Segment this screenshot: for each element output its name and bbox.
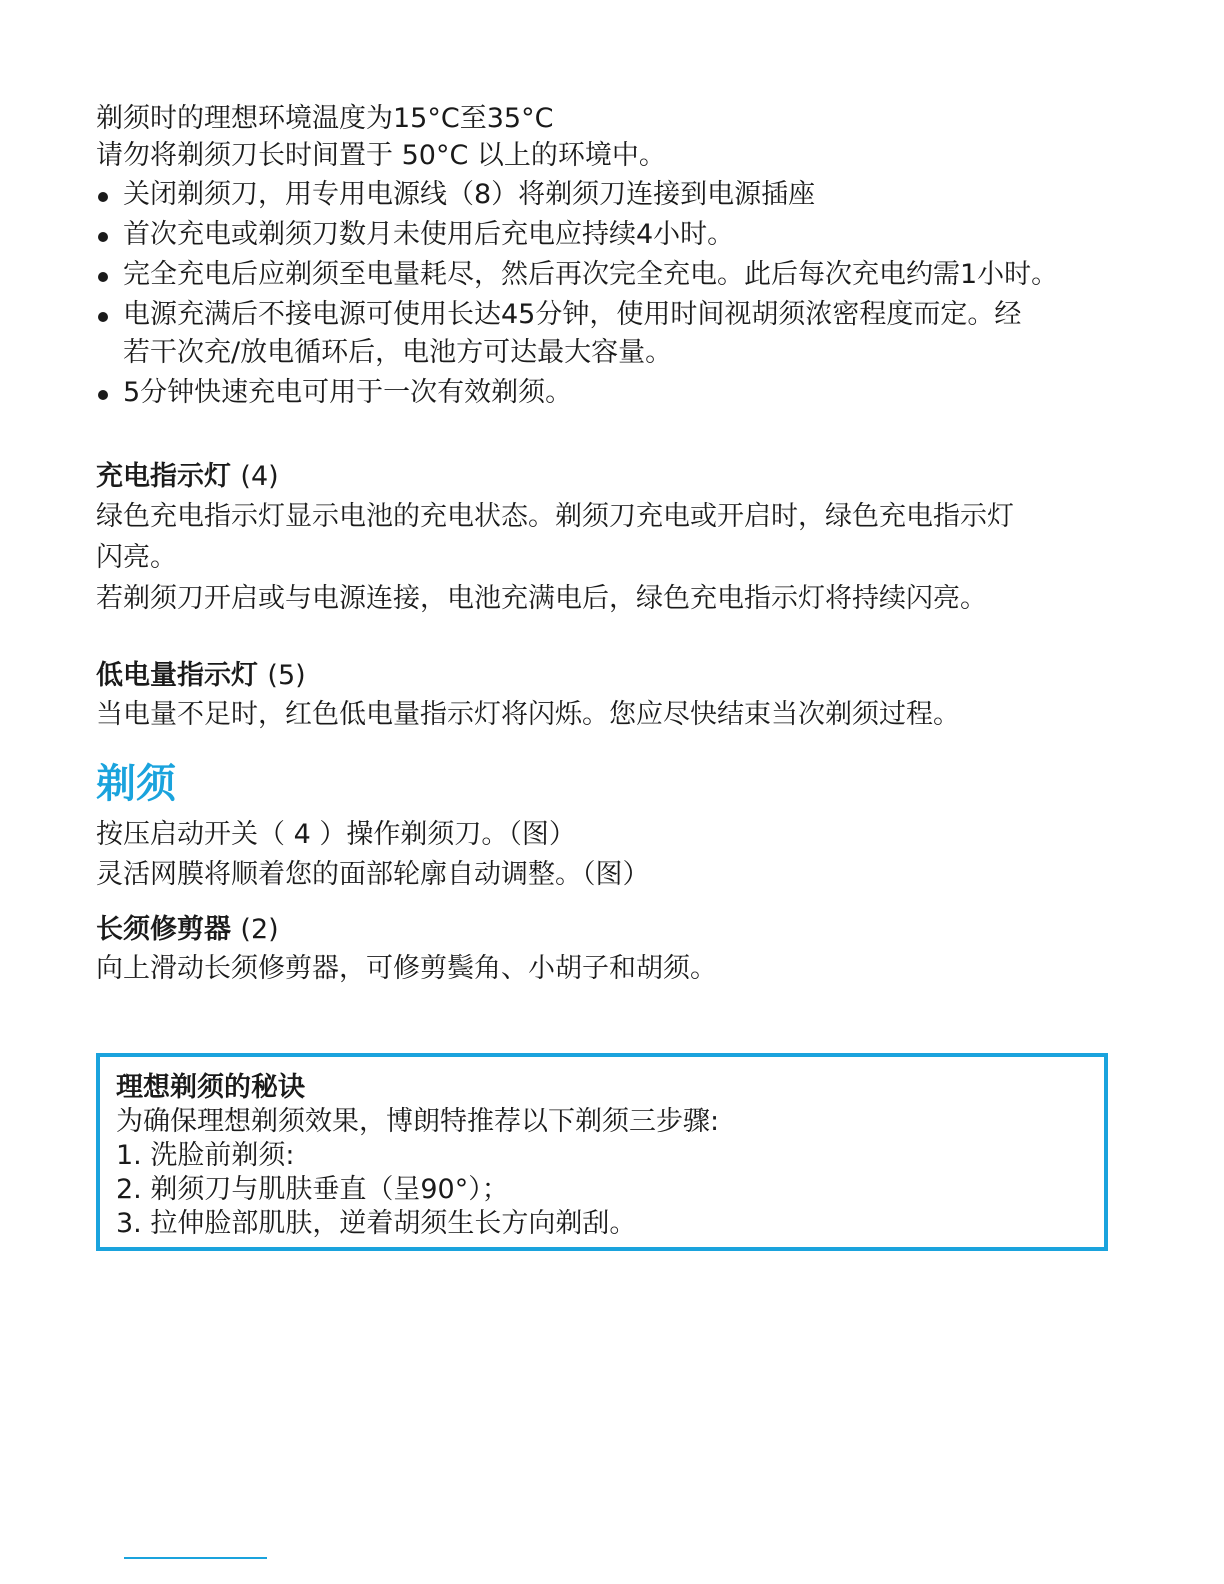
shaving-tips-intro: 为确保理想剃须效果，博朗特推荐以下剃须三步骤: bbox=[116, 1106, 720, 1137]
footer-divider bbox=[124, 1557, 267, 1559]
bullet-item bbox=[96, 296, 1156, 372]
bullet-item bbox=[96, 176, 1156, 214]
bullet-text: 关闭剃须刀，用专用电源线（8）将剃须刀连接到电源插座 bbox=[123, 179, 816, 210]
bullet-dot-icon bbox=[98, 390, 108, 400]
charging-bullet-list bbox=[96, 176, 1156, 412]
charge-indicator-heading bbox=[96, 458, 1156, 496]
shaving-tips-content bbox=[116, 1071, 719, 1241]
bullet-dot-icon bbox=[98, 232, 108, 242]
bullet-text: 首次充电或剃须刀数月未使用后充电应持续4小时。 bbox=[123, 219, 735, 250]
shaving-tips-box bbox=[96, 1053, 1108, 1251]
shaving-tips-step: 3. 拉伸脸部肌肤，逆着胡须生长方向剃刮。 bbox=[116, 1208, 637, 1239]
intro-line-temperature: 剃须时的理想环境温度为15°C至35°C bbox=[96, 103, 554, 134]
bullet-dot-icon bbox=[98, 272, 108, 282]
charge-indicator-text-line1: 绿色充电指示灯显示电池的充电状态。剃须刀充电或开启时，绿色充电指示灯 bbox=[96, 501, 1014, 532]
intro-line-warning: 请勿将剃须刀长时间置于 50°C 以上的环境中。 bbox=[96, 140, 666, 171]
shaving-tips-step: 1. 洗脸前剃须: bbox=[116, 1140, 295, 1171]
shaving-section-title: 剃须 bbox=[96, 761, 176, 807]
trimmer-text: 向上滑动长须修剪器，可修剪鬓角、小胡子和胡须。 bbox=[96, 953, 717, 984]
shaving-text-line1: 按压启动开关（ 4 ）操作剃须刀。（图） bbox=[96, 819, 576, 850]
bullet-item bbox=[96, 216, 1156, 254]
bullet-text: 完全充电后应剃须至电量耗尽，然后再次完全充电。此后每次充电约需1小时。 bbox=[123, 259, 1059, 290]
bullet-item bbox=[96, 374, 1156, 412]
bullet-dot-icon bbox=[98, 312, 108, 322]
shaving-tips-title: 理想剃须的秘诀 bbox=[116, 1072, 305, 1103]
low-battery-heading bbox=[96, 657, 1156, 695]
shaving-text-line2: 灵活网膜将顺着您的面部轮廓自动调整。（图） bbox=[96, 859, 650, 890]
low-battery-heading-text: 低电量指示灯 bbox=[96, 660, 258, 691]
bullet-text-continuation: 若干次充/放电循环后，电池方可达最大容量。 bbox=[123, 337, 673, 368]
bullet-text: 5分钟快速充电可用于一次有效剃须。 bbox=[123, 377, 573, 408]
low-battery-text: 当电量不足时，红色低电量指示灯将闪烁。您应尽快结束当次剃须过程。 bbox=[96, 699, 960, 730]
charge-indicator-heading-num: (4) bbox=[240, 461, 279, 492]
charge-indicator-heading-text: 充电指示灯 bbox=[96, 461, 231, 492]
shaving-tips-step: 2. 剃须刀与肌肤垂直（呈90°）； bbox=[116, 1174, 509, 1205]
trimmer-heading-num: (2) bbox=[240, 914, 279, 945]
low-battery-heading-num: (5) bbox=[267, 660, 306, 691]
page-content bbox=[96, 100, 1156, 989]
bullet-item bbox=[96, 256, 1156, 294]
charge-indicator-text-line2: 闪亮。 bbox=[96, 542, 177, 573]
charge-indicator-text-para2: 若剃须刀开启或与电源连接，电池充满电后，绿色充电指示灯将持续闪亮。 bbox=[96, 583, 987, 614]
trimmer-heading-text: 长须修剪器 bbox=[96, 914, 231, 945]
bullet-dot-icon bbox=[98, 192, 108, 202]
bullet-text: 电源充满后不接电源可使用长达45分钟，使用时间视胡须浓密程度而定。经 bbox=[123, 299, 1022, 330]
trimmer-heading bbox=[96, 911, 1156, 949]
